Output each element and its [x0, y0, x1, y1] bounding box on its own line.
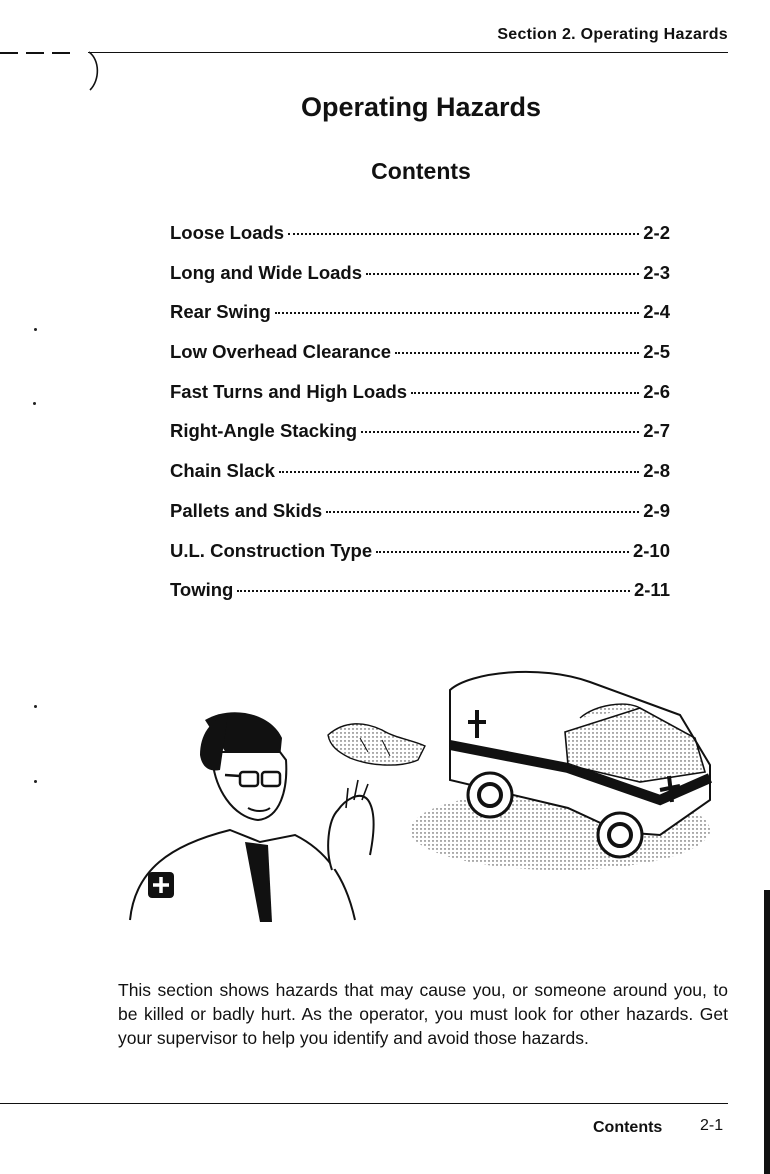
- toc-entry-page: 2-10: [632, 539, 670, 561]
- toc-entry-title: Towing: [170, 579, 234, 601]
- toc-entry-page: 2-6: [643, 380, 670, 402]
- toc-leader-dots: [376, 551, 629, 553]
- ambulance-icon: [410, 672, 710, 870]
- toc-entry[interactable]: [170, 540, 670, 580]
- toc-leader-dots: [366, 273, 639, 275]
- toc-entry-title: Fast Turns and High Loads: [170, 380, 408, 402]
- footer-rule: [0, 1103, 728, 1104]
- toc-entry-page: 2-4: [643, 301, 670, 323]
- stretcher-blanket-icon: [328, 724, 425, 765]
- scan-speck: [34, 780, 37, 783]
- toc-entry-title: Chain Slack: [170, 460, 275, 482]
- toc-entry-page: 2-3: [643, 261, 670, 283]
- toc-entry[interactable]: [170, 262, 670, 302]
- toc-entry-page: 2-7: [643, 420, 670, 442]
- footer-page-number: 2-1: [700, 1117, 724, 1134]
- toc-leader-dots: [288, 233, 639, 235]
- scan-speck: [33, 402, 36, 405]
- toc-entry-title: Long and Wide Loads: [170, 261, 363, 283]
- footer-section-label: Contents: [593, 1119, 663, 1136]
- toc-entry[interactable]: [170, 579, 670, 619]
- toc-entry[interactable]: [170, 301, 670, 341]
- toc-leader-dots: [279, 471, 639, 473]
- toc-entry[interactable]: [170, 460, 670, 500]
- toc-entry-page: 2-5: [643, 341, 670, 363]
- toc-entry-page: 2-8: [643, 460, 670, 482]
- toc-entry-page: 2-9: [643, 499, 670, 521]
- top-left-dashes: [0, 52, 70, 54]
- toc-entry[interactable]: [170, 420, 670, 460]
- toc-leader-dots: [361, 431, 639, 433]
- contents-heading: Contents: [371, 158, 471, 184]
- toc-entry-page: 2-11: [633, 579, 670, 601]
- scan-speck: [34, 705, 37, 708]
- running-head: Section 2. Operating Hazards: [497, 26, 728, 43]
- toc-entry-title: Low Overhead Clearance: [170, 341, 392, 363]
- page-curl-mark: [86, 50, 106, 94]
- intro-paragraph: This section shows hazards that may cause you, or someone around you, to be killed or badly hurt. As the operator, you must look for other hazards. Get your supervisor to help you identify and avoid those hazards.: [118, 980, 728, 1048]
- toc-leader-dots: [395, 352, 639, 354]
- toc-entry-title: Right-Angle Stacking: [170, 420, 358, 442]
- toc-leader-dots: [237, 590, 630, 592]
- toc-entry-title: U.L. Construction Type: [170, 539, 373, 561]
- toc-entry[interactable]: [170, 341, 670, 381]
- toc-entry[interactable]: [170, 500, 670, 540]
- page-title: Operating Hazards: [300, 92, 542, 122]
- first-aid-illustration: [120, 660, 720, 940]
- toc-leader-dots: [326, 511, 639, 513]
- toc-entry-page: 2-2: [643, 222, 670, 243]
- scan-edge-bar: [764, 890, 770, 1174]
- toc-entry-title: Rear Swing: [170, 301, 271, 323]
- toc-leader-dots: [275, 312, 640, 314]
- toc-leader-dots: [411, 392, 639, 394]
- toc-entry-title: Loose Loads: [170, 222, 285, 243]
- toc-entry[interactable]: [170, 381, 670, 421]
- toc-entry-title: Pallets and Skids: [170, 499, 323, 521]
- toc-entry[interactable]: [170, 222, 670, 262]
- table-of-contents: [170, 222, 670, 619]
- header-rule: [88, 52, 728, 53]
- scan-speck: [34, 328, 37, 331]
